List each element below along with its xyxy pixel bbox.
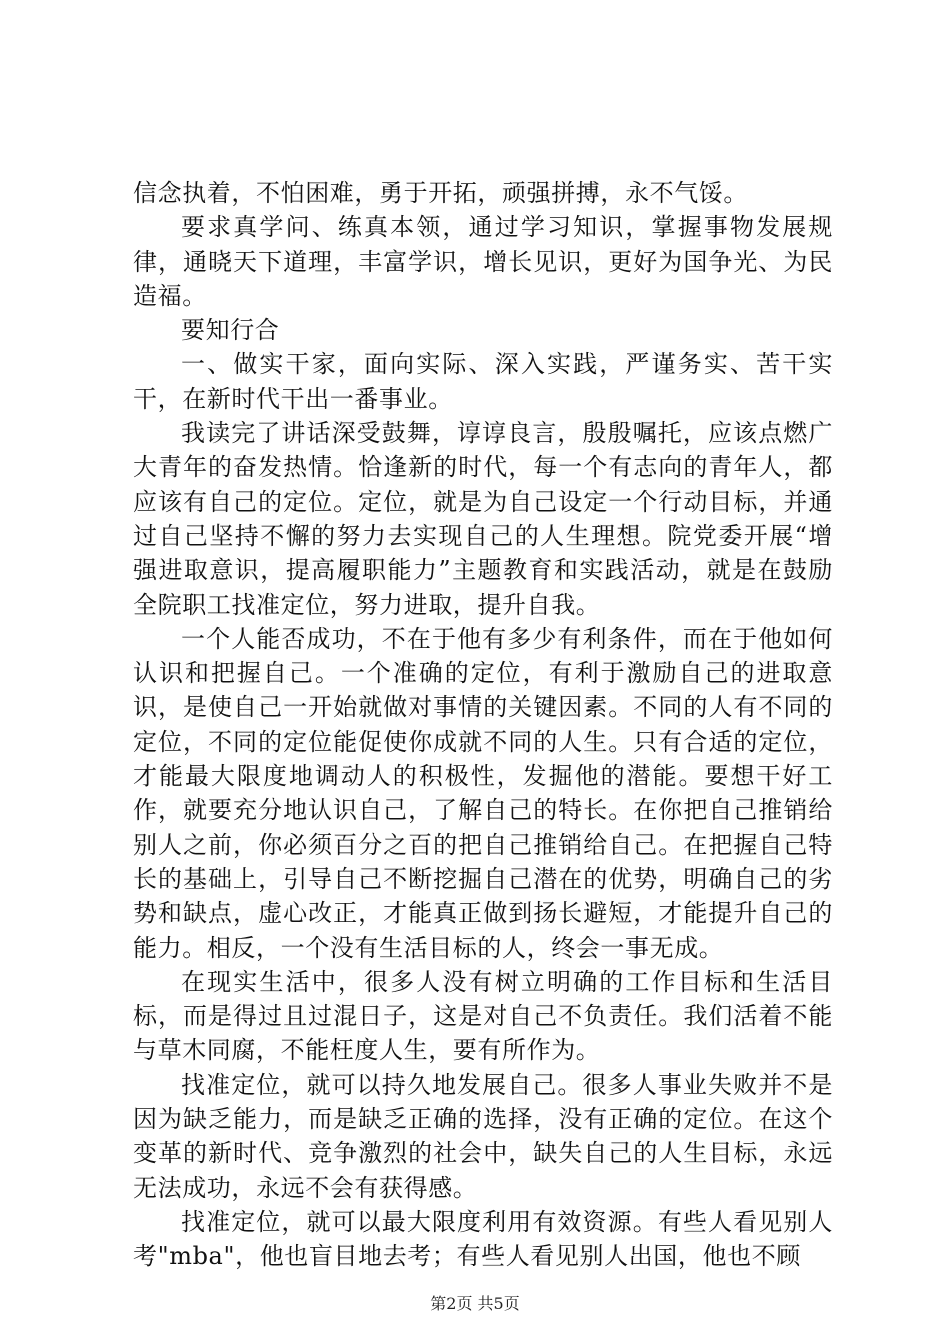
paragraph-1: 信念执着，不怕困难，勇于开拓，顽强拼搏，永不气馁。 (133, 179, 748, 207)
paragraph-8: 找准定位，就可以持久地发展自己。很多人事业失败并不是因为缺乏能力，而是缺乏正确的选择，没有正确的定位。在这个变革的新时代、竞争激烈的社会中，缺失自己的人生目标，永远无法成功，永远不会有获得感。 (133, 1070, 833, 1202)
paragraph-5: 我读完了讲话深受鼓舞，谆谆良言，殷殷嘱托，应该点燃广大青年的奋发热情。恰逢新的时代，每一个有志向的青年人，都应该有自己的定位。定位，就是为自己设定一个行动目标，并通过自己坚持不懈的努力去实现自己的人生理想。院党委开展“增强进取意识，提高履职能力”主题教育和实践活动，就是在鼓励全院职工找准定位，努力进取，提升自我。 (133, 419, 833, 619)
paragraph-3: 要知行合 (181, 316, 280, 345)
paragraph-7: 在现实生活中，很多人没有树立明确的工作目标和生活目标，而是得过且过混日子，这是对自己不负责任。我们活着不能与草木同腐，不能枉度人生，要有所作为。 (133, 967, 833, 1065)
paragraph-9: 找准定位，就可以最大限度利用有效资源。有些人看见别人考"mba"，他也盲目地去考；有些人看见别人出国，他也不顾 (133, 1207, 833, 1271)
paragraph-4: 一、做实干家，面向实际、深入实践，严谨务实、苦干实干，在新时代干出一番事业。 (133, 350, 833, 413)
paragraph-2: 要求真学问、练真本领，通过学习知识，掌握事物发展规律，通晓天下道理，丰富学识，增长见识，更好为国争光、为民造福。 (133, 213, 833, 310)
page-footer (0, 1294, 950, 1314)
document-body (133, 176, 833, 1274)
page-number-label: 第2页 共5页 (430, 1294, 520, 1313)
paragraph-6: 一个人能否成功，不在于他有多少有利条件，而在于他如何认识和把握自己。一个准确的定位，有利于激励自己的进取意识，是使自己一开始就做对事情的关键因素。不同的人有不同的定位，不同的定位能促使你成就不同的人生。只有合适的定位，才能最大限度地调动人的积极性，发掘他的潜能。要想干好工作，就要充分地认识自己，了解自己的特长。在你把自己推销给别人之前，你必须百分之百的把自己推销给自己。在把握自己特长的基础上，引导自己不断挖掘自己潜在的优势，明确自己的劣势和缺点，虚心改正，才能真正做到扬长避短，才能提升自己的能力。相反，一个没有生活目标的人，终会一事无成。 (133, 624, 833, 962)
